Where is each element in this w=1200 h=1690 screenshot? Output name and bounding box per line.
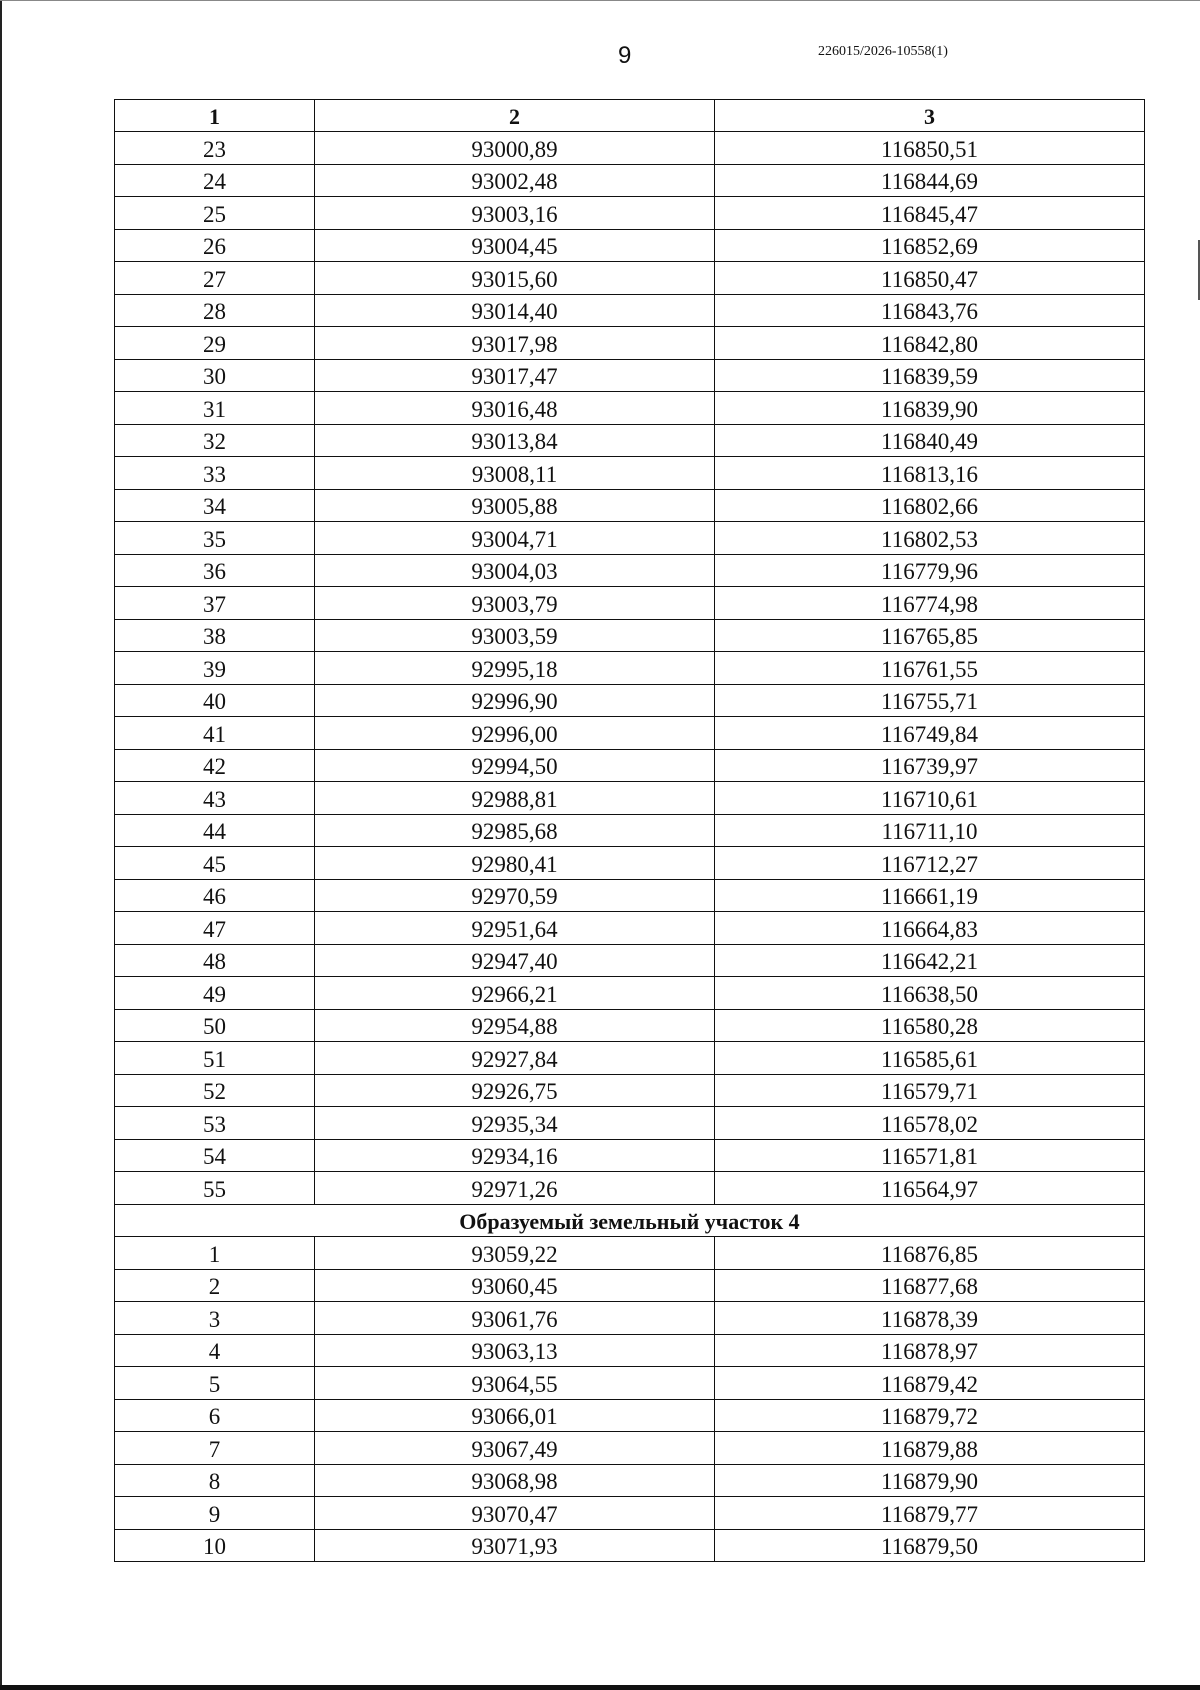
- y-coordinate-cell: 116876,85: [715, 1237, 1145, 1270]
- y-coordinate-cell: 116843,76: [715, 294, 1145, 327]
- table-row: [115, 1042, 1145, 1075]
- y-coordinate-cell: 116661,19: [715, 879, 1145, 912]
- x-coordinate-cell: 93071,93: [315, 1529, 715, 1562]
- y-coordinate-cell: 116878,39: [715, 1302, 1145, 1335]
- point-number-cell: 8: [115, 1464, 315, 1497]
- point-number-cell: 49: [115, 977, 315, 1010]
- table-row: [115, 944, 1145, 977]
- point-number-cell: 6: [115, 1399, 315, 1432]
- x-coordinate-cell: 93004,45: [315, 229, 715, 262]
- column-header-1: 1: [115, 100, 315, 132]
- x-coordinate-cell: 92995,18: [315, 652, 715, 685]
- x-coordinate-cell: 93067,49: [315, 1432, 715, 1465]
- point-number-cell: 48: [115, 944, 315, 977]
- table-row: [115, 327, 1145, 360]
- x-coordinate-cell: 93070,47: [315, 1497, 715, 1530]
- x-coordinate-cell: 93013,84: [315, 424, 715, 457]
- x-coordinate-cell: 93002,48: [315, 164, 715, 197]
- y-coordinate-cell: 116711,10: [715, 814, 1145, 847]
- y-coordinate-cell: 116578,02: [715, 1107, 1145, 1140]
- x-coordinate-cell: 92971,26: [315, 1172, 715, 1205]
- point-number-cell: 34: [115, 489, 315, 522]
- table-row: [115, 652, 1145, 685]
- y-coordinate-cell: 116879,77: [715, 1497, 1145, 1530]
- x-coordinate-cell: 93015,60: [315, 262, 715, 295]
- x-coordinate-cell: 93003,59: [315, 619, 715, 652]
- x-coordinate-cell: 93004,03: [315, 554, 715, 587]
- point-number-cell: 46: [115, 879, 315, 912]
- y-coordinate-cell: 116779,96: [715, 554, 1145, 587]
- y-coordinate-cell: 116879,72: [715, 1399, 1145, 1432]
- x-coordinate-cell: 92996,00: [315, 717, 715, 750]
- y-coordinate-cell: 116839,59: [715, 359, 1145, 392]
- point-number-cell: 55: [115, 1172, 315, 1205]
- column-header-2: 2: [315, 100, 715, 132]
- point-number-cell: 47: [115, 912, 315, 945]
- point-number-cell: 10: [115, 1529, 315, 1562]
- scan-edge-bottom: [0, 1685, 1200, 1690]
- x-coordinate-cell: 93063,13: [315, 1334, 715, 1367]
- table-row: [115, 554, 1145, 587]
- scan-edge-left: [0, 0, 2, 1690]
- table-row: [115, 749, 1145, 782]
- scan-edge-top: [0, 0, 1200, 1]
- point-number-cell: 38: [115, 619, 315, 652]
- x-coordinate-cell: 92996,90: [315, 684, 715, 717]
- table-row: [115, 294, 1145, 327]
- column-header-3: 3: [715, 100, 1145, 132]
- y-coordinate-cell: 116638,50: [715, 977, 1145, 1010]
- table-row: [115, 1139, 1145, 1172]
- point-number-cell: 51: [115, 1042, 315, 1075]
- table-row: [115, 197, 1145, 230]
- table-row: [115, 424, 1145, 457]
- table-row: [115, 587, 1145, 620]
- point-number-cell: 1: [115, 1237, 315, 1270]
- y-coordinate-cell: 116765,85: [715, 619, 1145, 652]
- point-number-cell: 23: [115, 132, 315, 165]
- y-coordinate-cell: 116739,97: [715, 749, 1145, 782]
- x-coordinate-cell: 93008,11: [315, 457, 715, 490]
- table-row: [115, 132, 1145, 165]
- x-coordinate-cell: 93059,22: [315, 1237, 715, 1270]
- table-row: [115, 1334, 1145, 1367]
- table-row: [115, 717, 1145, 750]
- point-number-cell: 37: [115, 587, 315, 620]
- table-row: [115, 782, 1145, 815]
- table-row: [115, 1302, 1145, 1335]
- y-coordinate-cell: 116571,81: [715, 1139, 1145, 1172]
- point-number-cell: 3: [115, 1302, 315, 1335]
- y-coordinate-cell: 116579,71: [715, 1074, 1145, 1107]
- table-row: [115, 1107, 1145, 1140]
- point-number-cell: 53: [115, 1107, 315, 1140]
- point-number-cell: 28: [115, 294, 315, 327]
- table-row: [115, 1464, 1145, 1497]
- point-number-cell: 52: [115, 1074, 315, 1107]
- x-coordinate-cell: 93000,89: [315, 132, 715, 165]
- x-coordinate-cell: 92966,21: [315, 977, 715, 1010]
- document-id: 226015/2026-10558(1): [818, 44, 948, 59]
- x-coordinate-cell: 93060,45: [315, 1269, 715, 1302]
- point-number-cell: 35: [115, 522, 315, 555]
- x-coordinate-cell: 92970,59: [315, 879, 715, 912]
- page-number: 9: [618, 42, 632, 69]
- y-coordinate-cell: 116585,61: [715, 1042, 1145, 1075]
- y-coordinate-cell: 116710,61: [715, 782, 1145, 815]
- table-row: [115, 1497, 1145, 1530]
- point-number-cell: 40: [115, 684, 315, 717]
- y-coordinate-cell: 116802,66: [715, 489, 1145, 522]
- y-coordinate-cell: 116761,55: [715, 652, 1145, 685]
- y-coordinate-cell: 116845,47: [715, 197, 1145, 230]
- y-coordinate-cell: 116850,47: [715, 262, 1145, 295]
- x-coordinate-cell: 93003,16: [315, 197, 715, 230]
- y-coordinate-cell: 116879,88: [715, 1432, 1145, 1465]
- point-number-cell: 4: [115, 1334, 315, 1367]
- y-coordinate-cell: 116840,49: [715, 424, 1145, 457]
- table-row: [115, 457, 1145, 490]
- y-coordinate-cell: 116877,68: [715, 1269, 1145, 1302]
- point-number-cell: 36: [115, 554, 315, 587]
- point-number-cell: 41: [115, 717, 315, 750]
- x-coordinate-cell: 93017,98: [315, 327, 715, 360]
- x-coordinate-cell: 92935,34: [315, 1107, 715, 1140]
- point-number-cell: 43: [115, 782, 315, 815]
- table-row: [115, 229, 1145, 262]
- x-coordinate-cell: 93004,71: [315, 522, 715, 555]
- x-coordinate-cell: 93064,55: [315, 1367, 715, 1400]
- point-number-cell: 32: [115, 424, 315, 457]
- point-number-cell: 54: [115, 1139, 315, 1172]
- table-row: [115, 1367, 1145, 1400]
- y-coordinate-cell: 116712,27: [715, 847, 1145, 880]
- y-coordinate-cell: 116802,53: [715, 522, 1145, 555]
- table-row: [115, 1529, 1145, 1562]
- x-coordinate-cell: 92951,64: [315, 912, 715, 945]
- coordinates-table-body: [115, 100, 1145, 1562]
- section-row: [115, 1204, 1145, 1237]
- point-number-cell: 27: [115, 262, 315, 295]
- x-coordinate-cell: 92954,88: [315, 1009, 715, 1042]
- table-row: [115, 814, 1145, 847]
- x-coordinate-cell: 93066,01: [315, 1399, 715, 1432]
- y-coordinate-cell: 116879,90: [715, 1464, 1145, 1497]
- point-number-cell: 50: [115, 1009, 315, 1042]
- point-number-cell: 45: [115, 847, 315, 880]
- point-number-cell: 5: [115, 1367, 315, 1400]
- x-coordinate-cell: 93005,88: [315, 489, 715, 522]
- table-row: [115, 522, 1145, 555]
- table-row: [115, 1432, 1145, 1465]
- x-coordinate-cell: 93068,98: [315, 1464, 715, 1497]
- x-coordinate-cell: 93014,40: [315, 294, 715, 327]
- y-coordinate-cell: 116749,84: [715, 717, 1145, 750]
- x-coordinate-cell: 93003,79: [315, 587, 715, 620]
- table-header-row: [115, 100, 1145, 132]
- table-row: [115, 1172, 1145, 1205]
- x-coordinate-cell: 92985,68: [315, 814, 715, 847]
- x-coordinate-cell: 93017,47: [315, 359, 715, 392]
- x-coordinate-cell: 92926,75: [315, 1074, 715, 1107]
- y-coordinate-cell: 116842,80: [715, 327, 1145, 360]
- y-coordinate-cell: 116879,42: [715, 1367, 1145, 1400]
- y-coordinate-cell: 116664,83: [715, 912, 1145, 945]
- y-coordinate-cell: 116642,21: [715, 944, 1145, 977]
- x-coordinate-cell: 92994,50: [315, 749, 715, 782]
- coordinates-table: [114, 99, 1145, 1562]
- point-number-cell: 31: [115, 392, 315, 425]
- table-row: [115, 1237, 1145, 1270]
- point-number-cell: 29: [115, 327, 315, 360]
- x-coordinate-cell: 93061,76: [315, 1302, 715, 1335]
- table-row: [115, 912, 1145, 945]
- point-number-cell: 7: [115, 1432, 315, 1465]
- table-row: [115, 1269, 1145, 1302]
- table-row: [115, 392, 1145, 425]
- y-coordinate-cell: 116580,28: [715, 1009, 1145, 1042]
- table-row: [115, 1399, 1145, 1432]
- y-coordinate-cell: 116844,69: [715, 164, 1145, 197]
- table-row: [115, 262, 1145, 295]
- y-coordinate-cell: 116813,16: [715, 457, 1145, 490]
- table-row: [115, 164, 1145, 197]
- y-coordinate-cell: 116850,51: [715, 132, 1145, 165]
- x-coordinate-cell: 92927,84: [315, 1042, 715, 1075]
- x-coordinate-cell: 92947,40: [315, 944, 715, 977]
- table-row: [115, 684, 1145, 717]
- table-row: [115, 619, 1145, 652]
- table-row: [115, 1074, 1145, 1107]
- table-row: [115, 359, 1145, 392]
- point-number-cell: 44: [115, 814, 315, 847]
- x-coordinate-cell: 92934,16: [315, 1139, 715, 1172]
- section-title: Образуемый земельный участок 4: [115, 1204, 1145, 1237]
- point-number-cell: 26: [115, 229, 315, 262]
- point-number-cell: 2: [115, 1269, 315, 1302]
- point-number-cell: 42: [115, 749, 315, 782]
- point-number-cell: 9: [115, 1497, 315, 1530]
- table-row: [115, 847, 1145, 880]
- point-number-cell: 25: [115, 197, 315, 230]
- table-row: [115, 489, 1145, 522]
- y-coordinate-cell: 116879,50: [715, 1529, 1145, 1562]
- y-coordinate-cell: 116878,97: [715, 1334, 1145, 1367]
- x-coordinate-cell: 92980,41: [315, 847, 715, 880]
- point-number-cell: 33: [115, 457, 315, 490]
- y-coordinate-cell: 116564,97: [715, 1172, 1145, 1205]
- y-coordinate-cell: 116852,69: [715, 229, 1145, 262]
- point-number-cell: 30: [115, 359, 315, 392]
- y-coordinate-cell: 116839,90: [715, 392, 1145, 425]
- point-number-cell: 39: [115, 652, 315, 685]
- table-row: [115, 977, 1145, 1010]
- point-number-cell: 24: [115, 164, 315, 197]
- x-coordinate-cell: 92988,81: [315, 782, 715, 815]
- table-row: [115, 879, 1145, 912]
- table-row: [115, 1009, 1145, 1042]
- y-coordinate-cell: 116755,71: [715, 684, 1145, 717]
- x-coordinate-cell: 93016,48: [315, 392, 715, 425]
- y-coordinate-cell: 116774,98: [715, 587, 1145, 620]
